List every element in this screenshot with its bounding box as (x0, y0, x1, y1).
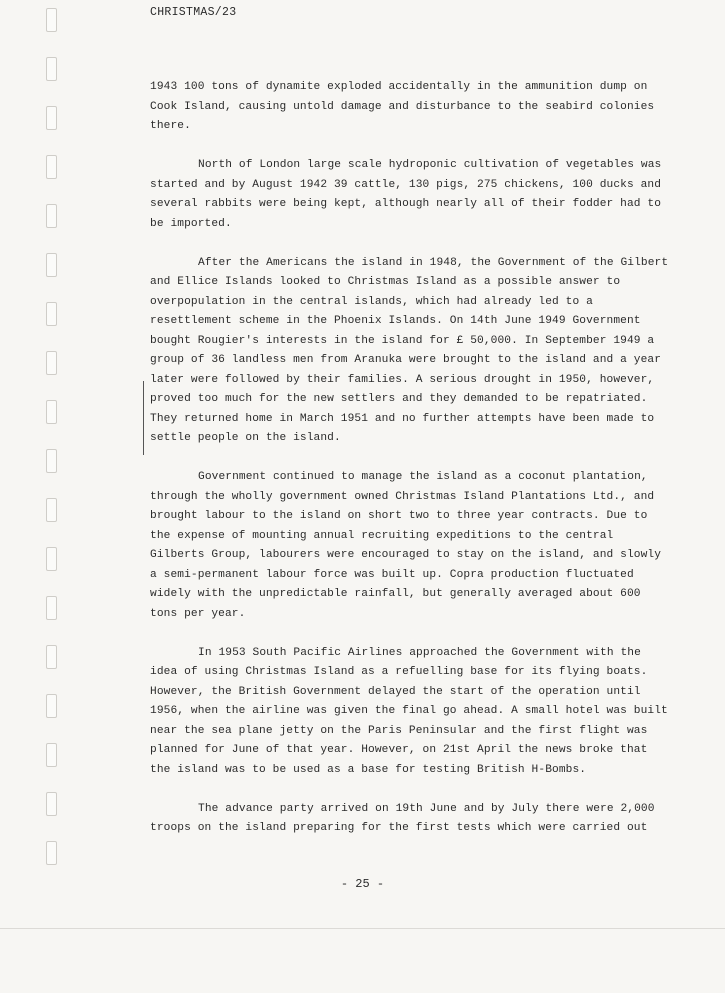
binder-hole (46, 645, 57, 669)
binder-hole (46, 743, 57, 767)
document-header: CHRISTMAS/23 (150, 6, 237, 19)
binder-hole (46, 792, 57, 816)
binder-hole (46, 204, 57, 228)
paragraph: In 1953 South Pacific Airlines approached the Government with the idea of using Christmas Island as a refuelling base for its flying boats. However, the British Government delayed the start of the operation until 1956, when the airline was given the final go ahead. A small hotel was built near the sea plane jetty on the Paris Peninsular and the first flight was planned for June of that year. However, on 21st April the news broke that the island was to be used as a base for testing British H-Bombs. (150, 646, 668, 776)
paragraph: The advance party arrived on 19th June and by July there were 2,000 troops on the island preparing for the first tests which were carried out (150, 802, 655, 834)
binder-hole (46, 106, 57, 130)
binder-hole (46, 841, 57, 865)
binder-hole (46, 547, 57, 571)
binder-holes (46, 0, 60, 993)
binder-hole (46, 302, 57, 326)
page-number: - 25 - (340, 877, 385, 891)
margin-mark (143, 381, 144, 455)
binder-hole (46, 400, 57, 424)
paragraph: After the Americans the island in 1948, the Government of the Gilbert and Ellice Islands looked to Christmas Island as a possible answer to overpopulation in the central islands, which had already led to a resettlement scheme in the Phoenix Islands. On 14th June 1949 Government bought Rougier's interests in the island for £ 50,000. In September 1949 a group of 36 landless men from Aranuka were brought to the island and a year later were followed by their families. A serious drought in 1950, however, proved too much for the new settlers and they demanded to be repatriated. They returned home in March 1951 and no further attempts have been made to settle people on the island. (150, 256, 669, 444)
binder-hole (46, 57, 57, 81)
binder-hole (46, 498, 57, 522)
paragraph: Government continued to manage the island as a coconut plantation, through the wholly government owned Christmas Island Plantations Ltd., and brought labour to the island on short two to three year contracts. Due to the expense of mounting annual recruiting expeditions to the central Gilberts Group, labourers were encouraged to stay on the island, and slowly a semi-permanent labour force was built up. Copra production fluctuated widely with the unpredictable rainfall, but generally averaged about 600 tons per year. (150, 471, 662, 620)
binder-hole (46, 8, 57, 32)
binder-hole (46, 449, 57, 473)
binder-hole (46, 155, 57, 179)
divider (0, 928, 725, 929)
body-text (150, 78, 670, 858)
binder-hole (46, 253, 57, 277)
paragraph: 1943 100 tons of dynamite exploded accidentally in the ammunition dump on Cook Island, causing untold damage and disturbance to the seabird colonies there. (150, 81, 655, 132)
binder-hole (46, 694, 57, 718)
binder-hole (46, 351, 57, 375)
binder-hole (46, 596, 57, 620)
paragraph: North of London large scale hydroponic cultivation of vegetables was started and by August 1942 39 cattle, 130 pigs, 275 chickens, 100 ducks and several rabbits were being kept, although nearly all of their fodder had to be imported. (150, 159, 662, 230)
